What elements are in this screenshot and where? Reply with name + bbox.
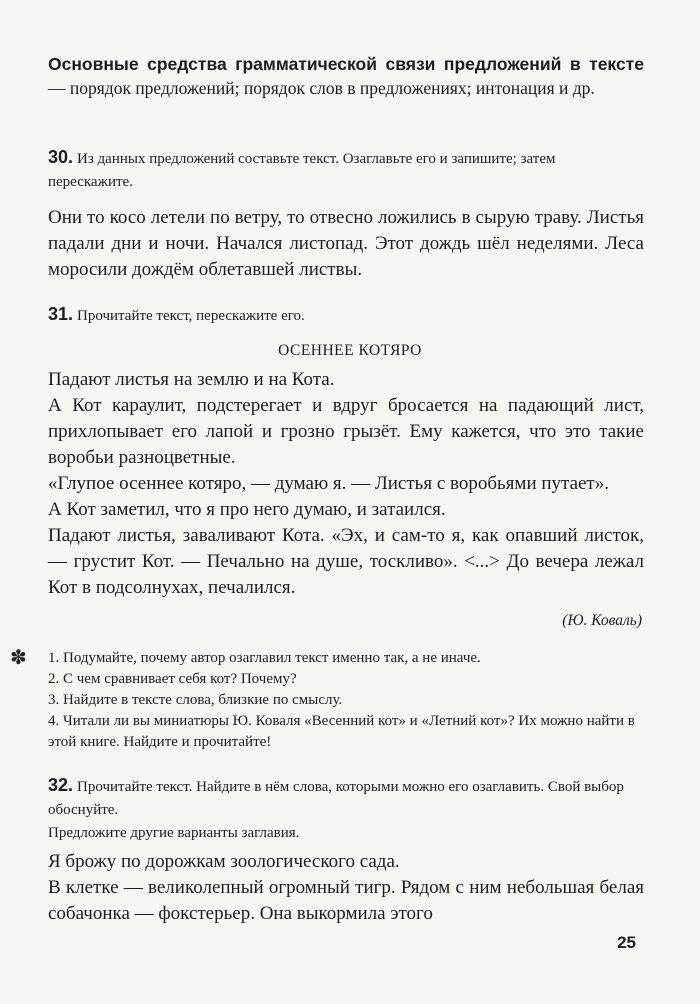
page-number: 25	[617, 933, 636, 952]
task-30-text: Они то косо летели по ветру, то отвесно ложились в сырую траву. Листья падали дни и ночи. Начался листопад. Этот дождь шёл неделями. Леса моросили дождём облетавшей листвы.	[48, 207, 644, 280]
task-32-paragraph: В клетке — великолепный огромный тигр. Рядом с ним небольшая белая собачонка — фокстерьер. Она выкормила этого	[48, 877, 644, 924]
rule-rest: — порядок предложений; порядок слов в предложениях; интонация и др.	[48, 78, 595, 98]
rule-term: Основные средства грамматической связи предложений в тексте	[48, 54, 644, 74]
question-item: 1. Подумайте, почему автор озаглавил текст именно так, а не иначе.	[48, 650, 481, 666]
flower-icon: ✽	[10, 647, 27, 669]
task-30-instruction: 30. Из данных предложений составьте текст. Озаглавьте его и запишите; затем перескажите.	[48, 147, 556, 190]
task-32	[48, 774, 644, 845]
story-text	[48, 367, 644, 601]
questions-list	[48, 648, 644, 753]
story-author: (Ю. Коваль)	[562, 612, 642, 629]
task-31-instruction: 31. Прочитайте текст, перескажите его.	[48, 304, 305, 324]
task-30-number: 30.	[48, 147, 74, 167]
task-31-number: 31.	[48, 304, 74, 324]
rule-paragraph	[48, 52, 644, 100]
task-32-paragraph: Я брожу по дорожкам зоологического сада.	[48, 851, 400, 872]
task-32-text	[48, 849, 644, 927]
story-paragraph: А Кот караулит, подстерегает и вдруг бросается на падающий лист, прихлопывает его лапой и грозно грызёт. Ему кажется, что это такие воробьи разноцветные.	[48, 395, 644, 468]
story-paragraph: Падают листья на землю и на Кота.	[48, 369, 335, 390]
task-31	[48, 303, 644, 328]
task-30	[48, 146, 644, 194]
story-paragraph: «Глупое осеннее котяро, — думаю я. — Листья с воробьями путает».	[48, 473, 609, 494]
question-item: 2. С чем сравнивает себя кот? Почему?	[48, 671, 297, 687]
question-item: 3. Найдите в тексте слова, близкие по смыслу.	[48, 692, 343, 708]
story-title: ОСЕННЕЕ КОТЯРО	[278, 342, 422, 359]
task-32-number: 32.	[48, 775, 74, 795]
story-paragraph: А Кот заметил, что я про него думаю, и затаился.	[48, 499, 446, 520]
story-paragraph: Падают листья, заваливают Кота. «Эх, и сам-то я, как опавший листок, — грустит Кот. — Печально на душе, тоскливо». <...> До вечера лежал Кот в подсолнухах, печалился.	[48, 525, 644, 598]
task-32-instruction-2: Предложите другие варианты заглавия.	[48, 825, 300, 841]
question-item: 4. Читали ли вы миниатюры Ю. Коваля «Весенний кот» и «Летний кот»? Их можно найти в этой книге. Найдите и прочитайте!	[48, 713, 635, 750]
grammar-rule	[48, 52, 644, 100]
task-32-instruction: 32. Прочитайте текст. Найдите в нём слова, которыми можно его озаглавить. Свой выбор обоснуйте.	[48, 775, 624, 818]
